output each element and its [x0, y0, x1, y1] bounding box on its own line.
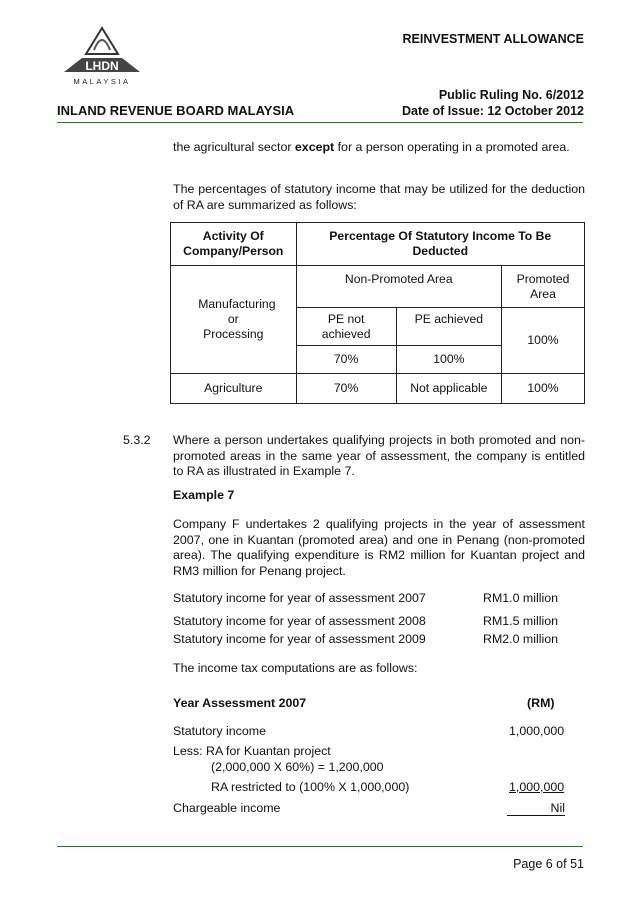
organisation-name: INLAND REVENUE BOARD MALAYSIA	[57, 103, 295, 118]
issue-date: Date of Issue: 12 October 2012	[401, 104, 584, 118]
si-label: Statutory income for year of assessment 2008	[173, 614, 426, 628]
ra-percentage-table	[170, 222, 585, 404]
chargeable-income-row	[173, 801, 585, 817]
chargeable-income-label: Chargeable income	[173, 801, 281, 815]
si-value: RM1.0 million	[483, 591, 559, 605]
ruling-number: Public Ruling No. 6/2012	[438, 88, 584, 102]
lhdn-logo	[56, 24, 148, 92]
statutory-income-label: Statutory income	[173, 724, 266, 738]
ruling-info	[402, 87, 584, 119]
intro-text-bold: except	[294, 140, 335, 154]
cell-man-promoted: 100%	[501, 308, 584, 374]
si-value: RM1.5 million	[483, 614, 559, 628]
header-activity: Activity Of Company/Person	[171, 223, 297, 266]
intro-paragraph	[173, 140, 585, 156]
cell-agr-pe-achieved: Not applicable	[396, 374, 501, 404]
cell-man-pe-not: 70%	[296, 346, 396, 374]
section-paragraph: Where a person undertakes qualifying projects in both promoted and non-promoted areas in the same year of assessment, the company is entitled to RA as illustrated in Example 7.	[173, 433, 585, 478]
intro-text-post: for a person operating in a promoted area.	[334, 140, 570, 154]
cell-man-pe-achieved: 100%	[396, 346, 501, 374]
si-row	[173, 632, 585, 648]
ra-restricted-row	[173, 780, 585, 796]
header-percentage: Percentage Of Statutory Income To Be Deducted	[296, 223, 584, 266]
chargeable-income-value: Nil	[507, 801, 565, 816]
currency-label: (RM)	[527, 696, 555, 710]
cell-agriculture: Agriculture	[171, 374, 297, 404]
less-detail-row	[173, 760, 585, 776]
computations-intro: The income tax computations are as follows:	[173, 661, 418, 675]
header-pe-achieved: PE achieved	[396, 308, 501, 346]
header-non-promoted: Non-Promoted Area	[296, 266, 501, 308]
document-title: REINVESTMENT ALLOWANCE	[402, 32, 584, 46]
cell-manufacturing: Manufacturing or Processing	[171, 266, 297, 374]
computation-header	[173, 696, 585, 712]
section-number: 5.3.2	[123, 433, 151, 447]
ra-restricted-value: 1,000,000	[509, 780, 565, 794]
si-label: Statutory income for year of assessment 2007	[173, 591, 426, 605]
ra-restricted-label: RA restricted to (100% X 1,000,000)	[211, 780, 410, 794]
page-number: Page 6 of 51	[513, 857, 584, 871]
statutory-income-value: 1,000,000	[509, 724, 565, 738]
summary-paragraph: The percentages of statutory income that may be utilized for the deduction of RA are summarized as follows:	[173, 182, 585, 212]
year-label: Year Assessment 2007	[173, 696, 307, 710]
si-value: RM2.0 million	[483, 632, 559, 646]
example-paragraph: Company F undertakes 2 qualifying projects in the year of assessment 2007, one in Kuantan (promoted area) and one in Penang (non-promoted area). The qualifying expenditure is RM2 million for Kuantan project and RM3 million for Penang project.	[173, 517, 585, 578]
cell-agr-promoted: 100%	[501, 374, 584, 404]
footer-divider	[57, 846, 583, 847]
si-row	[173, 614, 585, 630]
intro-text-pre: the agricultural sector	[173, 140, 295, 154]
si-row	[173, 591, 585, 607]
example-title: Example 7	[173, 488, 235, 502]
header-pe-not-achieved: PE not achieved	[296, 308, 396, 346]
less-detail: (2,000,000 X 60%) = 1,200,000	[211, 760, 384, 774]
logo-subtext: MALAYSIA	[73, 77, 131, 86]
header-promoted: Promoted Area	[501, 266, 584, 308]
logo-text: LHDN	[85, 59, 119, 73]
si-label: Statutory income for year of assessment 2009	[173, 632, 426, 646]
statutory-income-row	[173, 724, 585, 740]
cell-agr-pe-not: 70%	[296, 374, 396, 404]
less-row	[173, 744, 585, 760]
less-label: Less: RA for Kuantan project	[173, 744, 331, 758]
header-divider	[57, 122, 583, 123]
